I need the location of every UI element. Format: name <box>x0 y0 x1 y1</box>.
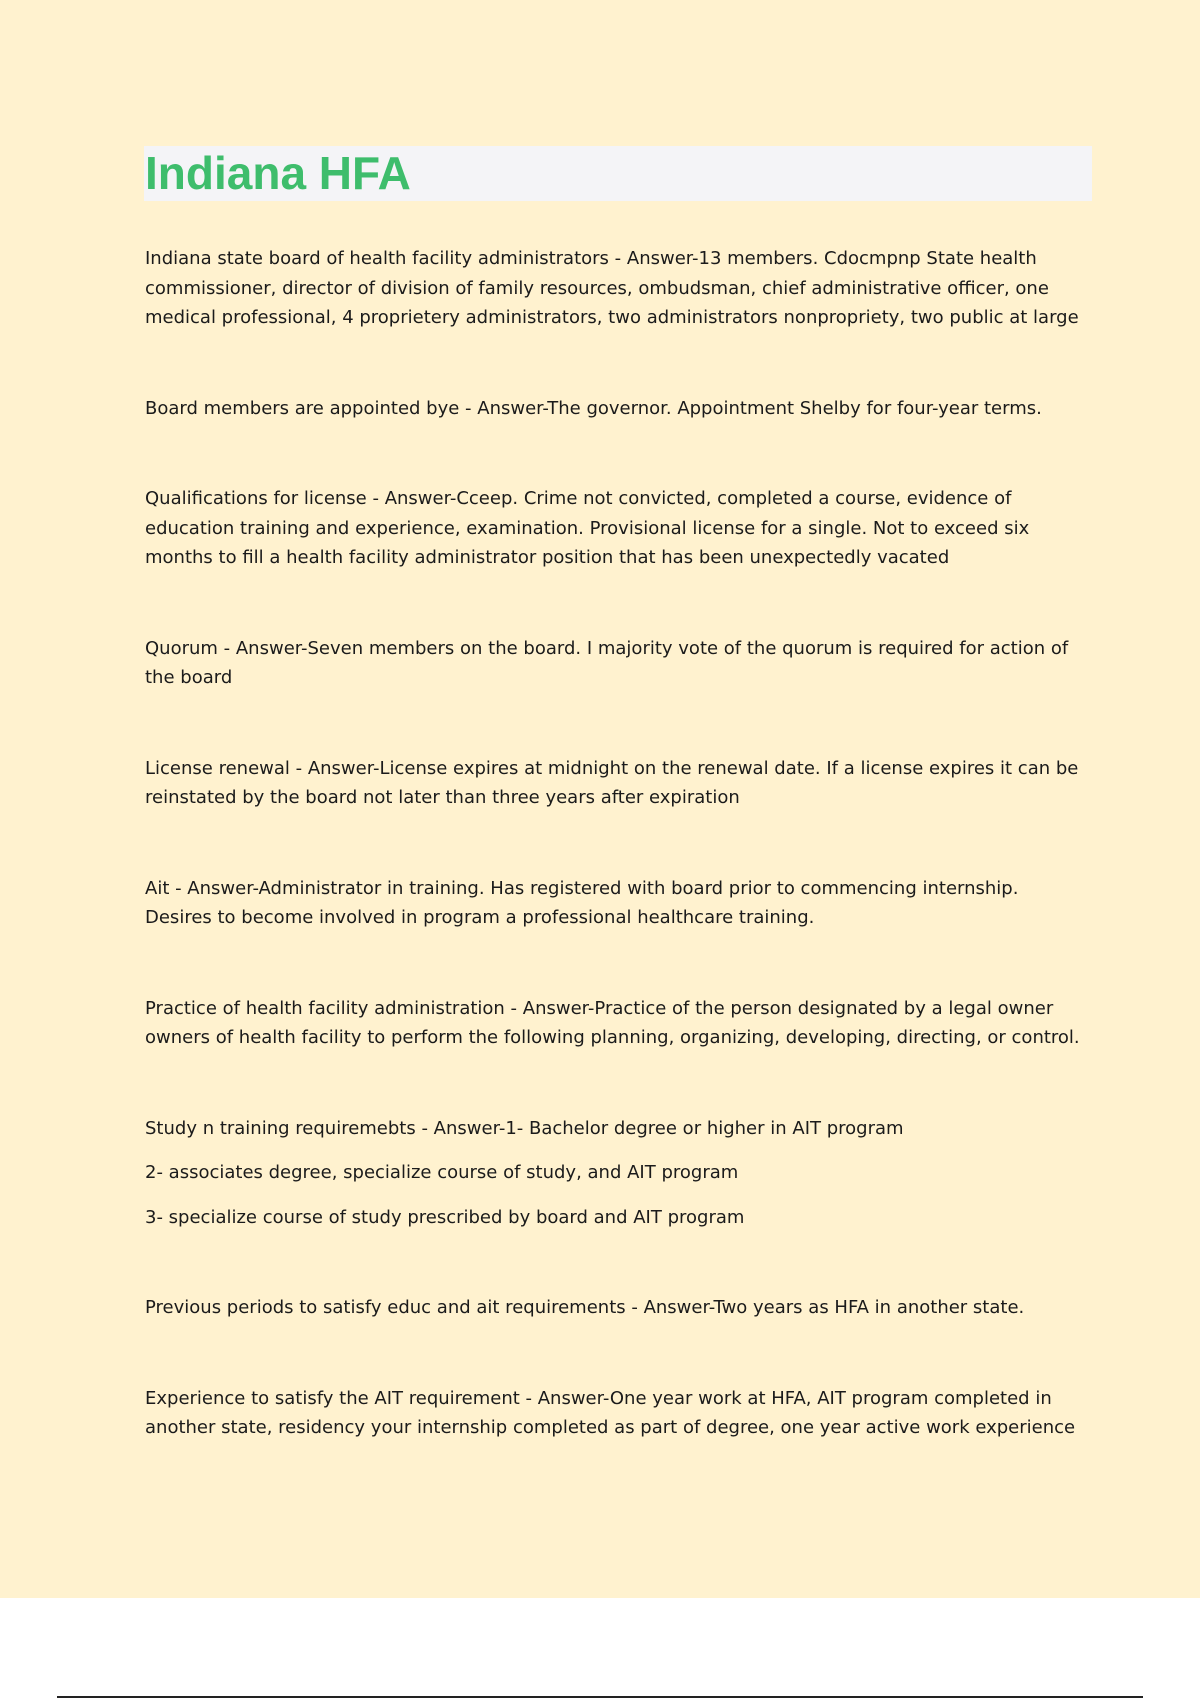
entry-text: Quorum - Answer-Seven members on the board. I majority vote of the quorum is required for action of the board <box>145 637 1069 688</box>
qa-entry <box>145 484 1085 573</box>
qa-entries <box>145 244 1085 1504</box>
qa-entry <box>145 634 1085 693</box>
entry-text: Indiana state board of health facility administrators - Answer-13 members. Cdocmpnp State health commissioner, director of division of family resources, ombudsman, chief administrative officer, one medical professional, 4 proprietery administrators, two administrators nonpropriety, two public at large <box>145 248 1079 328</box>
entry-text: Qualifications for license - Answer-Cceep. Crime not convicted, completed a course, evidence of education training and experience, examination. Provisional license for a single. Not to exceed six months to fill a health facility administrator position that has been unexpectedly vacated <box>145 488 1030 568</box>
entry-text: 3- specialize course of study prescribed by board and AIT program <box>145 1206 745 1228</box>
qa-entry <box>145 1114 1085 1233</box>
qa-entry <box>145 754 1085 813</box>
qa-entry <box>145 994 1085 1053</box>
entry-text: 2- associates degree, specialize course of study, and AIT program <box>145 1162 739 1183</box>
document-title: Indiana HFA <box>145 147 411 199</box>
entry-text: Ait - Answer-Administrator in training. Has registered with board prior to commencing internship. Desires to become involved in program a professional healthcare training. <box>145 877 1019 928</box>
qa-entry <box>145 1384 1085 1443</box>
entry-text: Previous periods to satisfy educ and ait requirements - Answer-Two years as HFA in another state. <box>145 1297 1025 1318</box>
entry-text: Experience to satisfy the AIT requirement - Answer-One year work at HFA, AIT program completed in another state, residency your internship completed as part of degree, one year active work experience <box>145 1387 1076 1438</box>
page-divider <box>57 1696 1143 1698</box>
qa-entry <box>145 874 1085 933</box>
entry-text: Practice of health facility administration - Answer-Practice of the person designated by a legal owner owners of health facility to perform the following planning, organizing, developing, directing, or control. <box>145 997 1080 1048</box>
qa-entry <box>145 1293 1085 1323</box>
entry-text: Study n training requiremebts - Answer-1- Bachelor degree or higher in AIT program <box>145 1117 904 1139</box>
entry-text: License renewal - Answer-License expires at midnight on the renewal date. If a license expires it can be reinstated by the board not later than three years after expiration <box>145 757 1079 808</box>
entry-text: Board members are appointed bye - Answer-The governor. Appointment Shelby for four-year terms. <box>145 397 1042 419</box>
qa-entry <box>145 394 1085 424</box>
qa-entry <box>145 244 1085 333</box>
